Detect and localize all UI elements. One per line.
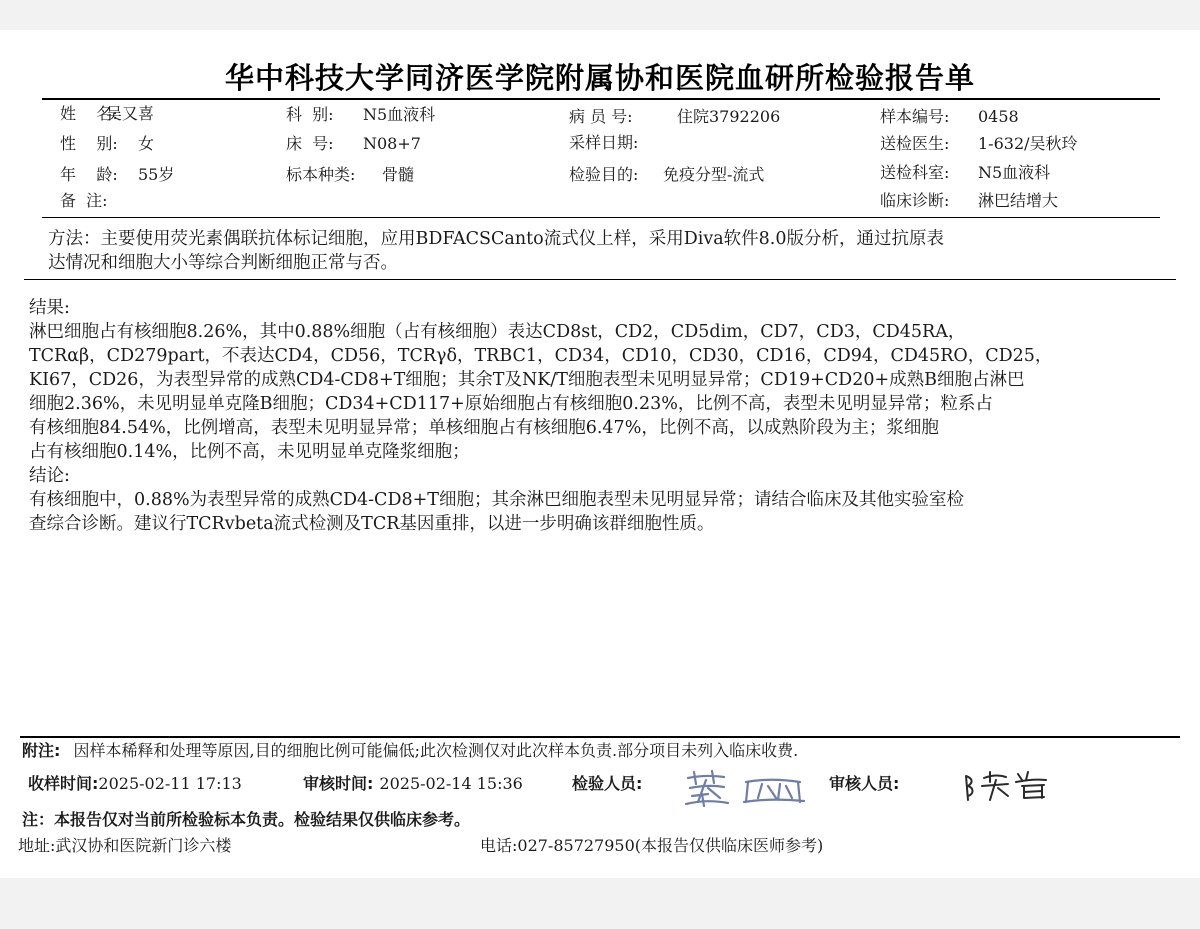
results-line: 占有核细胞0.14%，比例不高，未见明显单克隆浆细胞； — [29, 442, 470, 462]
header-divider — [42, 98, 1160, 100]
review-time-value: 2025-02-14 15:36 — [379, 774, 523, 793]
test-purpose-field — [569, 165, 764, 185]
sending-department-field — [880, 163, 1050, 183]
footnote — [22, 738, 798, 761]
test-purpose-value: 免疫分型-流式 — [663, 165, 765, 184]
method-line-2: 达情况和细胞大小等综合判断细胞正常与否。 — [48, 253, 398, 273]
tester-label: 检验人员: — [572, 774, 643, 793]
footnote-label: 附注: — [22, 741, 61, 760]
patient-age-field — [60, 165, 174, 185]
receive-time-value: 2025-02-11 17:13 — [98, 774, 242, 793]
specimen-type-label: 标本种类: — [286, 165, 356, 184]
department-field — [286, 105, 435, 125]
department-value: N5血液科 — [363, 105, 436, 124]
case-number-field — [569, 107, 780, 127]
referring-doctor-value: 1-632/吴秋玲 — [978, 134, 1078, 153]
results-line: 有核细胞84.54%，比例增高，表型未见明显异常；单核细胞占有核细胞6.47%，比例不高，以成熟阶段为主；浆细胞 — [29, 418, 939, 438]
tester-signature — [684, 768, 814, 808]
results-heading: 结果: — [29, 298, 70, 318]
sample-number-value: 0458 — [978, 107, 1019, 126]
test-purpose-label: 检验目的: — [569, 165, 639, 184]
referring-doctor-field — [880, 134, 1078, 154]
sampling-date-label: 采样日期: — [569, 133, 639, 152]
method-section — [48, 227, 1158, 275]
address: 地址:武汉协和医院新门诊六楼 — [18, 836, 232, 855]
patient-gender-value: 女 — [138, 134, 155, 153]
sample-number-field — [880, 107, 1019, 127]
clinical-diagnosis-value: 淋巴结增大 — [978, 191, 1059, 210]
remarks-label: 备 注: — [60, 191, 108, 210]
bed-field — [286, 134, 421, 154]
phone: 电话:027-85727950(本报告仅供临床医师参考) — [480, 836, 824, 855]
sending-department-label: 送检科室: — [880, 163, 950, 182]
results-line: 细胞2.36%，未见明显单克隆B细胞；CD34+CD117+原始细胞占有核细胞0.23%，比例不高，表型未见明显异常；粒系占 — [29, 394, 993, 414]
method-divider — [24, 279, 1176, 280]
results-line: 淋巴细胞占有核细胞8.26%，其中0.88%细胞（占有核细胞）表达CD8st，CD2，CD5dim，CD7，CD3，CD45RA， — [29, 322, 966, 342]
case-number-label: 病 员 号: — [569, 107, 633, 126]
patient-name-label: 姓 名: — [60, 104, 118, 123]
footnote-text: 因样本稀释和处理等原因,目的细胞比例可能偏低;此次检测仅对此次样本负责.部分项目未列入临床收费. — [73, 741, 799, 760]
patient-gender-label: 性 别: — [60, 134, 118, 153]
clinical-diagnosis-field — [880, 191, 1058, 211]
sample-number-label: 样本编号: — [880, 107, 950, 126]
referring-doctor-label: 送检医生: — [880, 134, 950, 153]
sending-department-value: N5血液科 — [978, 163, 1051, 182]
method-line-1: 方法：主要使用荧光素偶联抗体标记细胞，应用BDFACSCanto流式仪上样，采用Diva软件8.0版分析，通过抗原表 — [48, 229, 944, 249]
conclusion-line: 有核细胞中，0.88%为表型异常的成熟CD4-CD8+T细胞；其余淋巴细胞表型未见明显异常；请结合临床及其他实验室检 — [29, 490, 964, 510]
info-divider — [42, 217, 1160, 218]
clinical-diagnosis-label: 临床诊断: — [880, 191, 950, 210]
report-page — [0, 30, 1200, 878]
specimen-type-value: 骨髓 — [382, 165, 415, 184]
sampling-date-field — [569, 133, 638, 153]
specimen-type-field — [286, 165, 414, 185]
patient-age-label: 年 龄: — [60, 165, 118, 184]
bed-label: 床 号: — [286, 134, 334, 153]
case-number-value: 住院3792206 — [677, 107, 781, 126]
patient-gender-field — [60, 134, 154, 154]
results-line: KI67，CD26，为表型异常的成熟CD4-CD8+T细胞；其余T及NK/T细胞表型未见明显异常；CD19+CD20+成熟B细胞占淋巴 — [29, 370, 1025, 390]
results-section — [29, 296, 1164, 536]
disclaimer: 注：本报告仅对当前所检验标本负责。检验结果仅供临床参考。 — [22, 810, 471, 829]
conclusion-heading: 结论: — [29, 466, 70, 486]
results-line: TCRαβ，CD279part，不表达CD4，CD56，TCRγδ，TRBC1，CD34，CD10，CD30，CD16，CD94，CD45RO，CD25， — [29, 346, 1053, 366]
reviewer-signature — [960, 766, 1052, 806]
patient-name-field — [60, 104, 154, 124]
reviewer-label: 审核人员: — [829, 774, 900, 793]
department-label: 科 别: — [286, 105, 334, 124]
reviewer — [829, 771, 899, 794]
review-time-label: 审核时间: — [303, 774, 374, 793]
conclusion-line: 查综合诊断。建议行TCRvbeta流式检测及TCR基因重排，以进一步明确该群细胞性质。 — [29, 514, 715, 534]
receive-time-label: 收样时间: — [28, 774, 99, 793]
receive-time — [28, 771, 242, 794]
patient-name-value: 吴又喜 — [106, 104, 155, 123]
review-time — [303, 771, 523, 794]
patient-age-value: 55岁 — [138, 165, 175, 184]
tester — [572, 771, 642, 794]
report-title: 华中科技大学同济医学院附属协和医院血研所检验报告单 — [224, 61, 975, 95]
bed-value: N08+7 — [363, 134, 421, 153]
remarks-field — [60, 191, 108, 211]
